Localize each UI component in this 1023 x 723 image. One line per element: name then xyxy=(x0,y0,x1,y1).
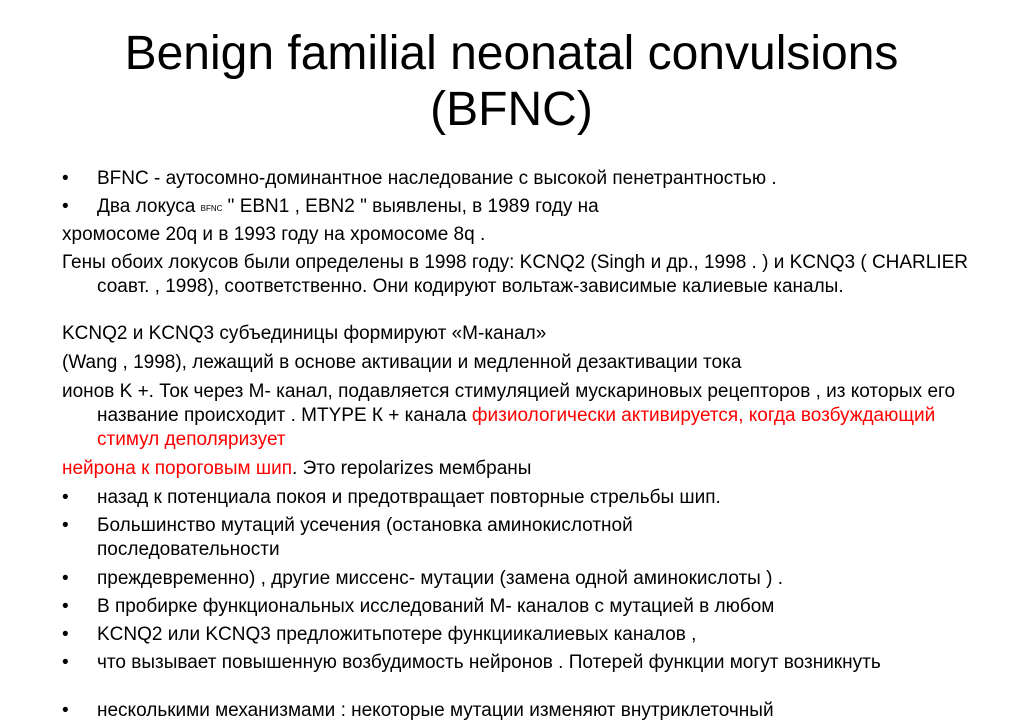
text-run: " EBN1 , EBN2 " выявлены, в 1989 году на xyxy=(222,196,599,217)
bullet-icon: • xyxy=(62,700,69,721)
text-run: . Это repolarizes мембраны xyxy=(292,458,532,479)
bullet-icon: • xyxy=(62,652,69,673)
bullet-text xyxy=(97,195,957,221)
paragraph xyxy=(62,380,977,452)
title-line-1: Benign familial neonatal convulsions xyxy=(124,27,899,80)
highlighted-text: нейрона к пороговым шип xyxy=(62,458,293,479)
bullet-icon: • xyxy=(62,568,69,589)
title-line-2: (BFNC) xyxy=(430,83,593,136)
bullet-icon: • xyxy=(62,196,69,217)
bullet-icon: • xyxy=(62,487,69,508)
paragraph: хромосоме 20q и в 1993 году на хромосоме 8q . xyxy=(62,224,486,245)
paragraph: Гены обоих локусов были определены в 1998 году: KCNQ2 (Singh и др., 1998 . ) и KCNQ3 ( CHARLIER соавт. , 1998), соответственно. Они кодируют вольтаж-зависимые калиевые каналы. xyxy=(62,252,969,297)
small-label: BFNC xyxy=(200,204,223,213)
bullet-text: что вызывает повышенную возбудимость нейронов . Потерей функции могут возникнуть xyxy=(97,652,881,673)
bullet-icon: • xyxy=(62,515,69,536)
paragraph: KCNQ2 и KCNQ3 субъединицы формируют «М-канал» xyxy=(62,323,547,344)
bullet-text: несколькими механизмами : некоторые мутации изменяют внутриклеточный xyxy=(97,700,774,721)
bullet-text: назад к потенциала покоя и предотвращает повторные стрельбы шип. xyxy=(97,487,721,508)
bullet-text: В пробирке функциональных исследований M- каналов с мутацией в любом xyxy=(97,596,775,617)
bullet-text: KCNQ2 или KCNQ3 предложитьпотере функциикалиевых каналов , xyxy=(97,624,697,645)
bullet-icon: • xyxy=(62,168,69,189)
paragraph xyxy=(62,457,957,481)
slide-title xyxy=(0,26,1023,138)
highlighted-text: физиологически активируется, когда возбуждающий стимул деполяризует xyxy=(97,405,936,450)
bullet-text: Большинство мутаций усечения (остановка аминокислотной последовательности xyxy=(97,515,633,560)
bullet-icon: • xyxy=(62,596,69,617)
text-run: ионов K +. Ток через M- канал, подавляется стимуляцией мускариновых рецепторов , из которых его название происходит . MTYPE К + канала xyxy=(62,381,956,426)
bullet-icon: • xyxy=(62,624,69,645)
paragraph: (Wang , 1998), лежащий в основе активации и медленной дезактивации тока xyxy=(62,352,742,373)
bullet-text: преждевременно) , другие миссенс- мутации (замена одной аминокислоты ) . xyxy=(97,568,783,589)
text-run: Два локуса xyxy=(97,196,201,217)
bullet-text: BFNC - аутосомно-доминантное наследование с высокой пенетрантностью . xyxy=(97,168,777,189)
